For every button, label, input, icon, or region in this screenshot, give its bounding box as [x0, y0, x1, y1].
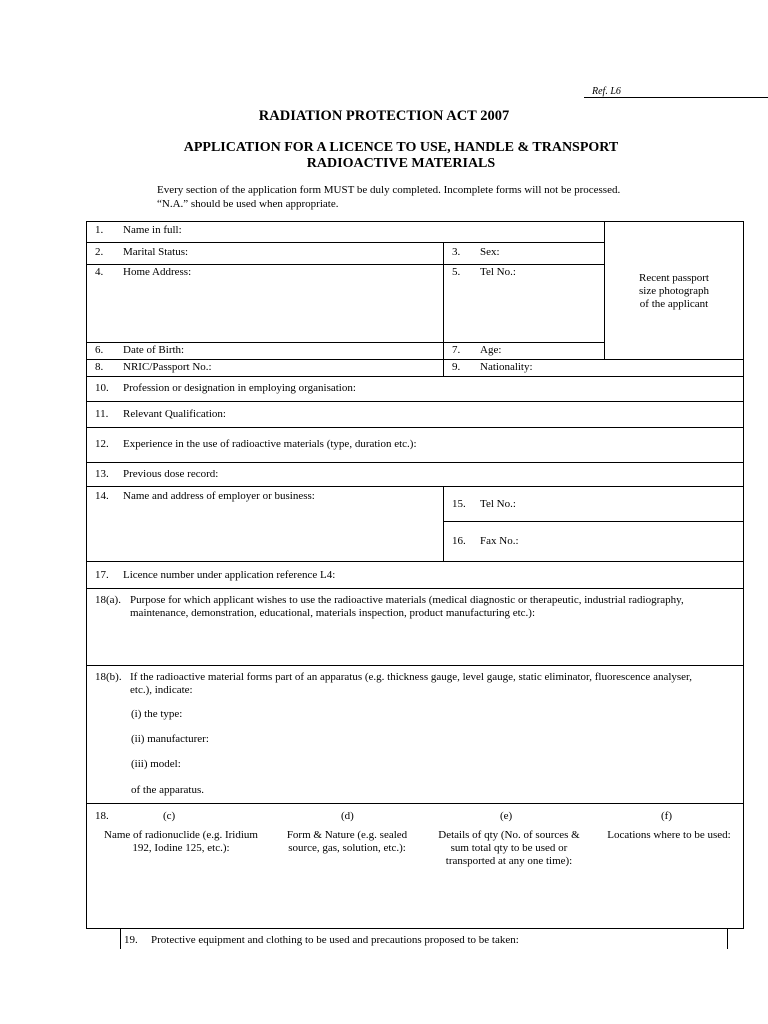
field-tel-no[interactable]: Tel No.:	[480, 266, 516, 278]
field-dose-record[interactable]: Previous dose record:	[123, 468, 219, 480]
row-line-18b	[86, 803, 744, 804]
table-border-left	[86, 221, 87, 929]
field-sex[interactable]: Sex:	[480, 246, 500, 258]
row-line-1	[86, 242, 604, 243]
field-home-address[interactable]: Home Address:	[123, 266, 192, 278]
field-12-number: 12.	[95, 438, 109, 450]
field-nric-passport[interactable]: NRIC/Passport No.:	[123, 361, 212, 373]
field-age[interactable]: Age:	[480, 344, 502, 356]
field-name-in-full[interactable]: Name in full:	[123, 224, 182, 236]
field-15-number: 15.	[452, 498, 466, 510]
row-line-6	[86, 359, 744, 360]
photo-column-divider	[604, 221, 605, 359]
table-border-bottom	[86, 928, 744, 929]
q18b-line1: If the radioactive material forms part of an apparatus (e.g. thickness gauge, level gauge, static eliminator, fluorescence analyser,	[130, 671, 693, 683]
field-employer[interactable]: Name and address of employer or business:	[123, 490, 315, 502]
row-line-4	[86, 342, 604, 343]
field-date-of-birth[interactable]: Date of Birth:	[123, 344, 185, 356]
instruction-line1: Every section of the application form MUST be duly completed. Incomplete forms will not be processed.	[157, 184, 621, 196]
middle-column-divider	[443, 242, 444, 376]
field-14-number: 14.	[95, 490, 109, 502]
row-line-10	[86, 401, 744, 402]
q18b-footer: of the apparatus.	[131, 784, 204, 796]
form-title	[0, 140, 768, 172]
q18c-radionuclide[interactable]: Name of radionuclide (e.g. Iridium 192, Iodine 125, etc.):	[104, 829, 258, 854]
photo-line2: size photograph	[639, 285, 709, 297]
q18d-letter: (d)	[341, 810, 354, 822]
field-6-number: 6.	[95, 344, 104, 356]
photo-placeholder	[606, 272, 742, 311]
reference-underline	[584, 97, 768, 98]
field-2-number: 2.	[95, 246, 104, 258]
act-title: RADIATION PROTECTION ACT 2007	[258, 108, 510, 124]
field-11-number: 11.	[95, 408, 109, 420]
q18c-letter: (c)	[163, 810, 176, 822]
q18f-letter: (f)	[661, 810, 672, 822]
q18b-model[interactable]: (iii) model:	[131, 758, 181, 770]
field-9-number: 9.	[452, 361, 461, 373]
field-3-number: 3.	[452, 246, 461, 258]
row19-left-border	[120, 929, 121, 949]
q18a-purpose[interactable]	[130, 594, 684, 620]
field-employer-tel[interactable]: Tel No.:	[480, 498, 516, 510]
employer-column-divider	[443, 486, 444, 561]
row19-right-border	[727, 929, 728, 949]
field-employer-fax[interactable]: Fax No.:	[480, 535, 519, 547]
form-title-line2: RADIOACTIVE MATERIALS	[306, 156, 496, 171]
row-line-17	[86, 588, 744, 589]
row-line-11	[86, 427, 744, 428]
field-profession[interactable]: Profession or designation in employing organisation:	[123, 382, 356, 394]
instruction-line2: “N.A.” should be used when appropriate.	[157, 198, 339, 210]
row-line-14	[86, 561, 744, 562]
field-17-number: 17.	[95, 569, 109, 581]
field-10-number: 10.	[95, 382, 109, 394]
row-line-18a	[86, 665, 744, 666]
field-8-number: 8.	[95, 361, 104, 373]
q18-number: 18.	[95, 810, 109, 822]
row-line-8	[86, 376, 744, 377]
q19-protective-equipment[interactable]: Protective equipment and clothing to be used and precautions proposed to be taken:	[151, 934, 519, 946]
field-experience[interactable]: Experience in the use of radioactive materials (type, duration etc.):	[123, 438, 417, 450]
photo-line3: of the applicant	[639, 298, 709, 310]
q18b-number: 18(b).	[95, 671, 122, 683]
field-13-number: 13.	[95, 468, 109, 480]
q18e-letter: (e)	[500, 810, 513, 822]
row-line-15	[443, 521, 744, 522]
row-line-13	[86, 486, 744, 487]
field-4-number: 4.	[95, 266, 104, 278]
q18b-apparatus	[130, 671, 692, 697]
instructions	[157, 183, 620, 211]
q18a-line2: maintenance, demonstration, educational, materials inspection, product manufacturing etc.):	[130, 607, 536, 619]
q18d-form-nature[interactable]: Form & Nature (e.g. sealed source, gas, solution, etc.):	[286, 829, 408, 854]
q18a-number: 18(a).	[95, 594, 121, 606]
q18e-quantity[interactable]: Details of qty (No. of sources & sum total qty to be used or transported at any one time):	[438, 829, 580, 867]
row-line-12	[86, 462, 744, 463]
q18b-manufacturer[interactable]: (ii) manufacturer:	[131, 733, 209, 745]
field-5-number: 5.	[452, 266, 461, 278]
table-border-top	[86, 221, 744, 222]
field-16-number: 16.	[452, 535, 466, 547]
q18b-line2: etc.), indicate:	[130, 684, 193, 696]
q18a-line1: Purpose for which applicant wishes to use the radioactive materials (medical diagnostic or therapeutic, industrial radiography,	[130, 594, 684, 606]
photo-line1: Recent passport	[639, 272, 709, 284]
row-line-2	[86, 264, 604, 265]
field-7-number: 7.	[452, 344, 461, 356]
field-1-number: 1.	[95, 224, 104, 236]
q19-number: 19.	[124, 934, 138, 946]
reference-code: Ref. L6	[592, 86, 621, 97]
q18f-locations[interactable]: Locations where to be used:	[607, 829, 731, 841]
form-title-line1: APPLICATION FOR A LICENCE TO USE, HANDLE & TRANSPORT	[183, 140, 619, 155]
table-border-right	[743, 221, 744, 929]
q18b-type[interactable]: (i) the type:	[131, 708, 183, 720]
field-qualification[interactable]: Relevant Qualification:	[123, 408, 226, 420]
field-marital-status[interactable]: Marital Status:	[123, 246, 189, 258]
field-licence-number[interactable]: Licence number under application reference L4:	[123, 569, 336, 581]
field-nationality[interactable]: Nationality:	[480, 361, 533, 373]
